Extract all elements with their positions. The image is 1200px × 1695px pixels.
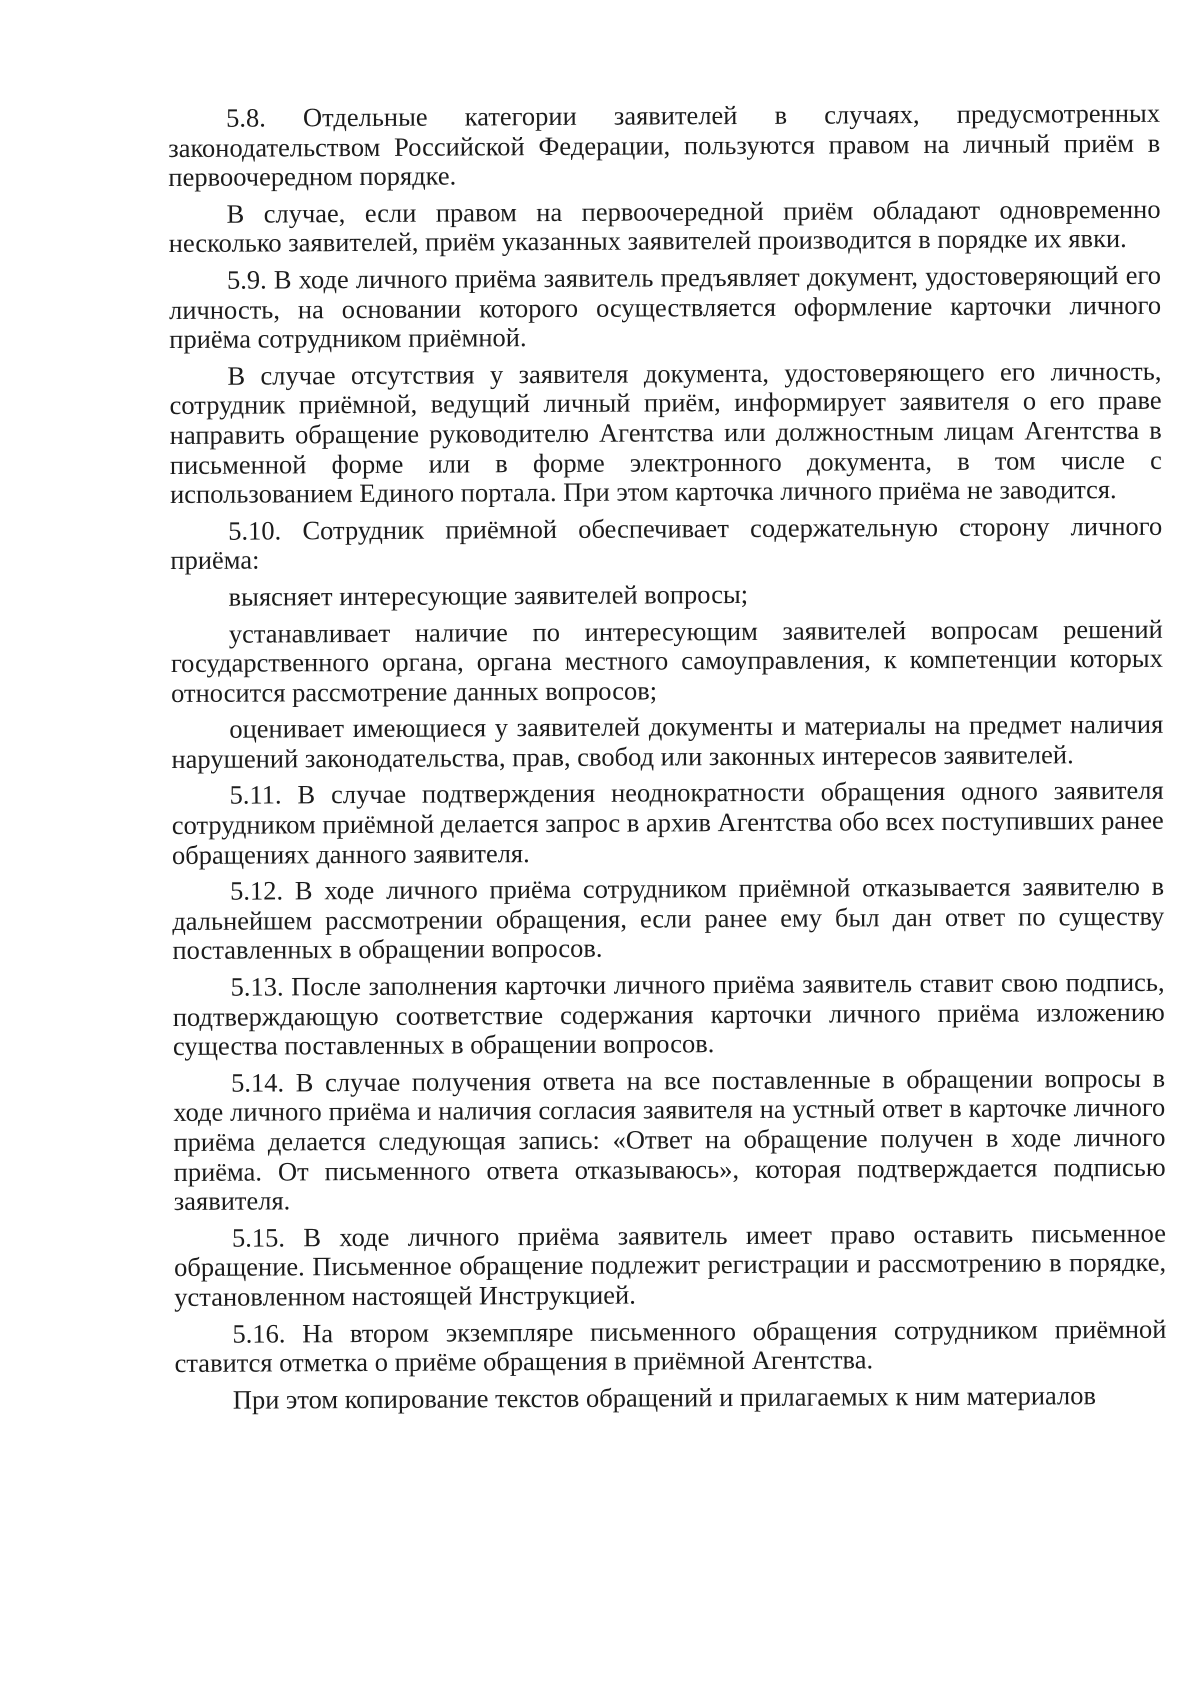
- paragraph-5-15: 5.15. В ходе личного приёма заявитель имеет право оставить письменное обращение. Письменное обращение подлежит регистрации и рассмотрению в порядке, установленном настоящей Инструкцией.: [174, 1217, 1167, 1312]
- paragraph-5-12: 5.12. В ходе личного приёма сотрудником приёмной отказывается заявителю в дальнейшем рассмотрении обращения, если ранее ему был дан ответ по существу поставленных в обращении вопросов.: [172, 871, 1165, 966]
- list-item-evaluates: оценивает имеющиеся у заявителей документы и материалы на предмет наличия нарушений законодательства, прав, свобод или законных интересов заявителей.: [171, 709, 1164, 774]
- paragraph-5-13: 5.13. После заполнения карточки личного приёма заявитель ставит свою подпись, подтверждающую соответствие содержания карточки личного приёма изложению существа поставленных в обращении вопросов.: [172, 966, 1165, 1062]
- paragraph-5-14: 5.14. В случае получения ответа на все поставленные в обращении вопросы в ходе личного приёма и наличия согласия заявителя на устный ответ в карточке личного приёма делается следующая запись: «Ответ на обращение получен в ходе личного приёма. От письменного ответа отказываюсь», которая подтверждается подписью заявителя.: [173, 1062, 1166, 1217]
- paragraph-5-11: 5.11. В случае подтверждения неоднократности обращения одного заявителя сотрудником приёмной делается запрос в архив Агентства обо всех поступивших ранее обращениях данного заявителя.: [171, 775, 1164, 870]
- paragraph-5-10: 5.10. Сотрудник приёмной обеспечивает содержательную сторону личного приёма:: [170, 510, 1163, 576]
- paragraph-priority-order: В случае, если правом на первоочередной приём обладают одновременно несколько заявителей, приём указанных заявителей производится в порядке их явки.: [168, 193, 1161, 259]
- paragraph-5-9: 5.9. В ходе личного приёма заявитель предъявляет документ, удостоверяющий его личность, на основании которого осуществляется оформление карточки личного приёма сотрудником приёмной.: [168, 259, 1162, 355]
- paragraph-no-document: В случае отсутствия у заявителя документа, удостоверяющего его личность, сотрудник приёмной, ведущий личный приём, информирует заявителя о его праве направить обращение руководителю Агентства или должностным лицам Агентства в письменной форме или в форме электронного документа, в том числе с использованием Единого портала. При этом карточка личного приёма не заводится.: [169, 355, 1162, 510]
- paragraph-copying: При этом копирование текстов обращений и прилагаемых к ним материалов: [232, 1379, 1097, 1415]
- list-item-clarifies: выясняет интересующие заявителей вопросы;: [228, 578, 749, 612]
- paragraph-5-16: 5.16. На втором экземпляре письменного обращения сотрудником приёмной ставится отметка о приёме обращения в приёмной Агентства.: [174, 1313, 1167, 1379]
- paragraph-5-8: 5.8. Отдельные категории заявителей в случаях, предусмотренных законодательством Российской Федерации, пользуются правом на личный приём в первоочередном порядке.: [168, 97, 1161, 193]
- list-item-establishes: устанавливает наличие по интересующим заявителей вопросам решений государственного органа, органа местного самоуправления, к компетенции которых относится рассмотрение данных вопросов;: [170, 613, 1163, 708]
- document-body: [168, 99, 1167, 1423]
